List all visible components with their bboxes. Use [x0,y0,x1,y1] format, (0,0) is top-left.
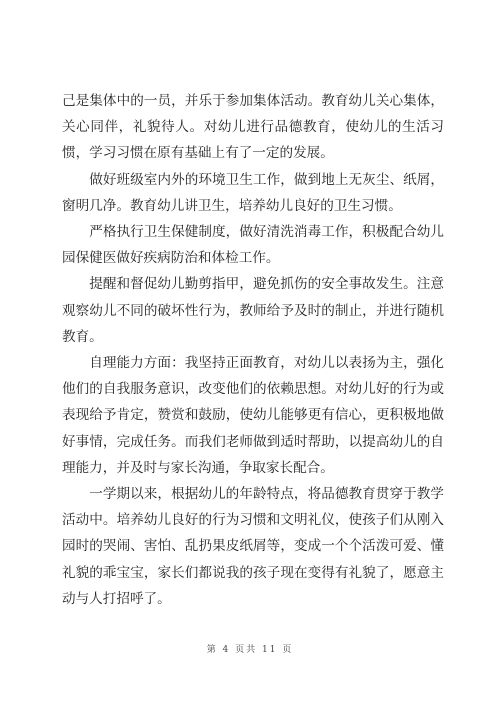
paragraph-6: 一学期以来，根据幼儿的年龄特点，将品德教育贯穿于教学活动中。培养幼儿良好的行为习惯和文明礼仪，使孩子们从刚入园时的哭闹、害怕、乱扔果皮纸屑等，变成一个个活泼可爱、懂礼貌的乖宝宝，家长们都说我的孩子现在变得有礼貌了，愿意主动与人打招呼了。 [62,486,444,607]
paragraph-3: 严格执行卫生保健制度，做好清洗消毒工作，积极配合幼儿园保健医做好疾病防治和体检工作。 [62,224,444,267]
paragraph-1: 己是集体中的一员，并乐于参加集体活动。教育幼儿关心集体，关心同伴，礼貌待人。对幼儿进行品德教育，使幼儿的生活习惯，学习习惯在原有基础上有了一定的发展。 [62,93,444,162]
paragraph-2: 做好班级室内外的环境卫生工作，做到地上无灰尘、纸屑，窗明几净。教育幼儿讲卫生，培养幼儿良好的卫生习惯。 [62,171,444,214]
paragraph-4: 提醒和督促幼儿勤剪指甲，避免抓伤的安全事故发生。注意观察幼儿不同的破坏性行为，教师给予及时的制止，并进行随机教育。 [62,276,444,345]
paragraph-5: 自理能力方面：我坚持正面教育，对幼儿以表扬为主，强化他们的自我服务意识，改变他们的依赖思想。对幼儿好的行为或表现给予肯定，赞赏和鼓励，使幼儿能够更有信心，更积极地做好事情，完成任务。而我们老师做到适时帮助，以提高幼儿的自理能力，并及时与家长沟通，争取家长配合。 [62,355,444,476]
page-number-footer: 第 4 页共 11 页 [206,645,294,655]
document-body [62,88,444,612]
